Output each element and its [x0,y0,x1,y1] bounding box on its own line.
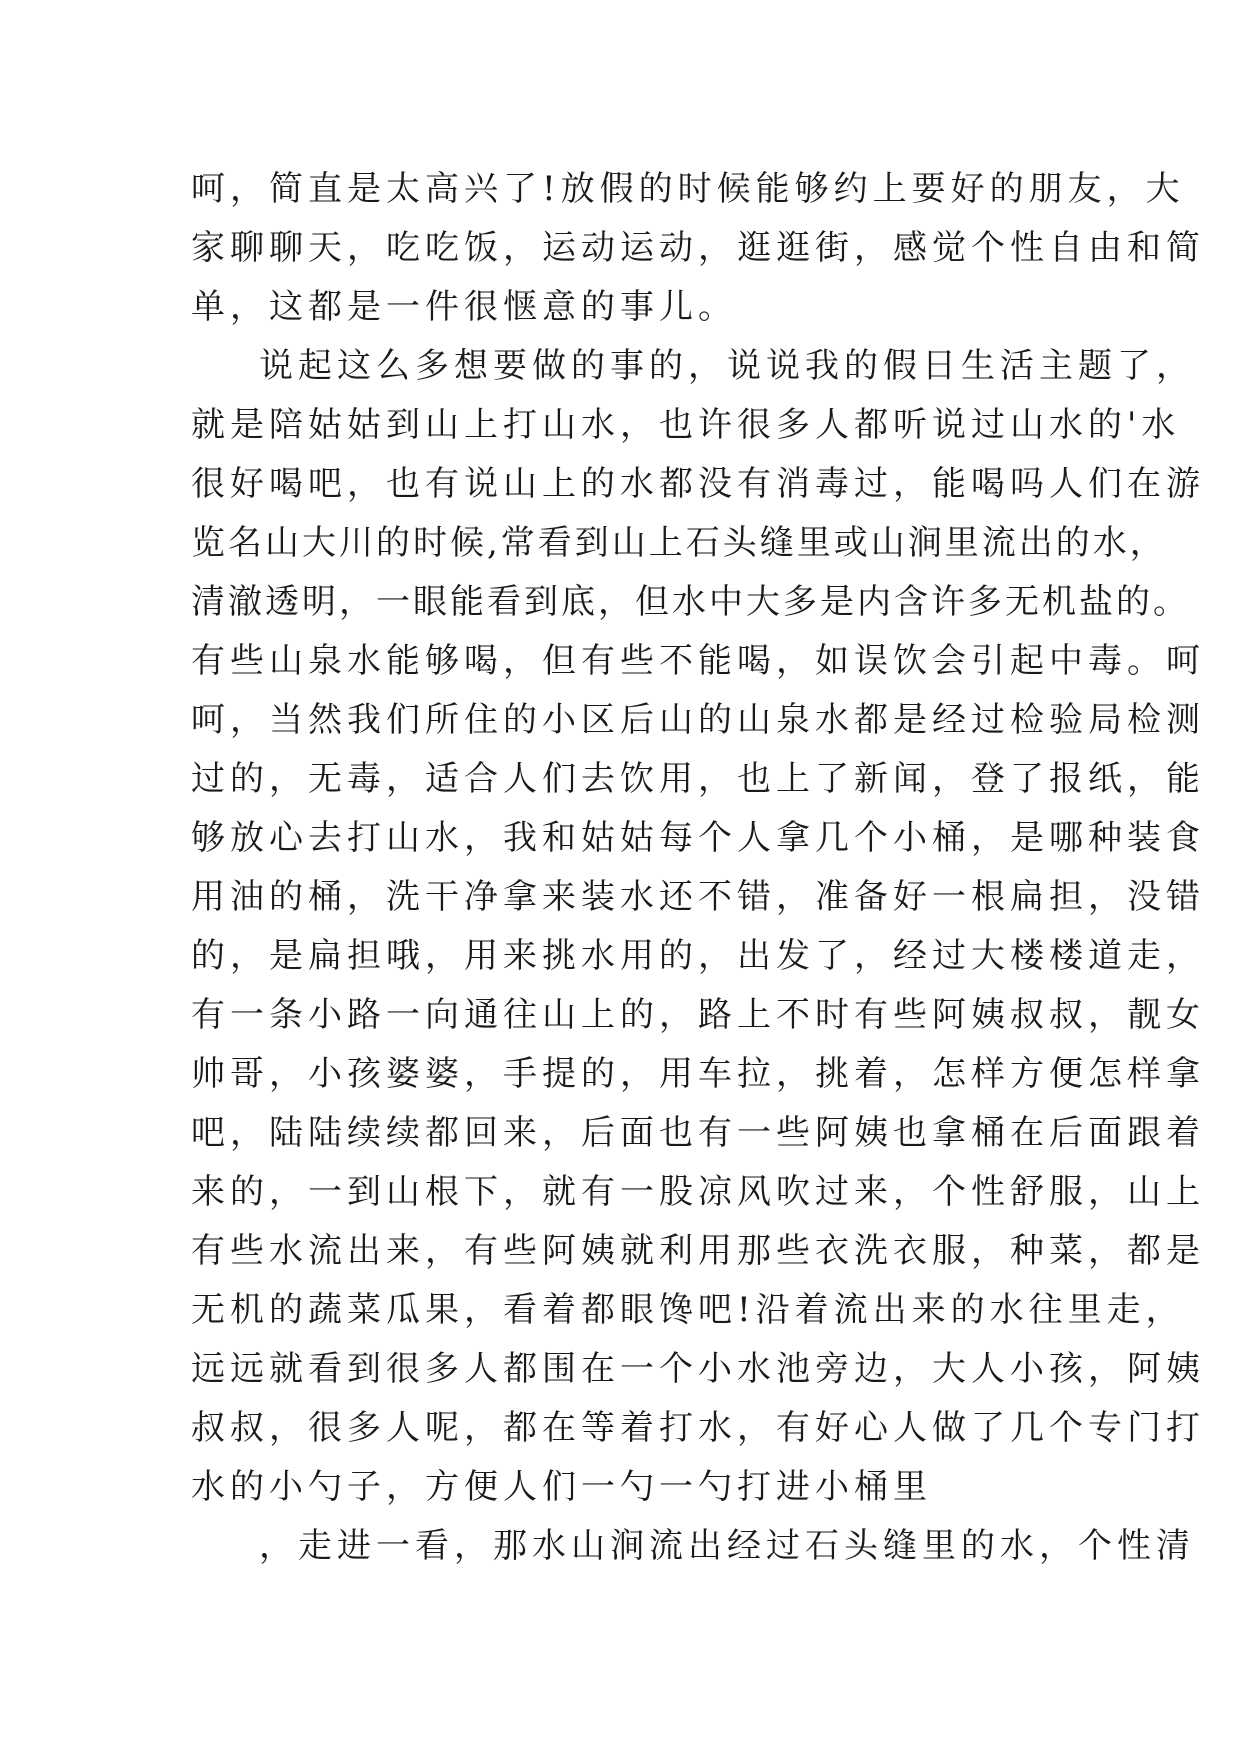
text-line: 家聊聊天，吃吃饭，运动运动，逛逛街，感觉个性自由和简 [191,228,1205,268]
text-line: 水的小勺子，方便人们一勺一勺打进小桶里 [191,1467,932,1507]
text-line: 就是陪姑姑到山上打山水，也许很多人都听说过山水的'水 [191,405,1181,445]
text-line: 叔叔，很多人呢，都在等着打水，有好心人做了几个专门打 [191,1408,1205,1448]
text-line: 呵，简直是太高兴了!放假的时候能够约上要好的朋友，大 [191,169,1185,209]
text-line: 远远就看到很多人都围在一个小水池旁边，大人小孩，阿姨 [191,1349,1205,1389]
text-line: 有些水流出来，有些阿姨就利用那些衣洗衣服，种菜，都是 [191,1231,1205,1271]
text-line: 吧，陆陆续续都回来，后面也有一些阿姨也拿桶在后面跟着 [191,1113,1205,1153]
text-line: 很好喝吧，也有说山上的水都没有消毒过，能喝吗人们在游 [191,464,1205,504]
text-line: 来的，一到山根下，就有一股凉风吹过来，个性舒服，山上 [191,1172,1205,1212]
text-line: ，走进一看，那水山涧流出经过石头缝里的水，个性清 [259,1526,1195,1566]
text-line: 单，这都是一件很惬意的事儿。 [191,287,737,327]
text-line: 的，是扁担哦，用来挑水用的，出发了，经过大楼楼道走， [191,936,1205,976]
text-line: 用油的桶，洗干净拿来装水还不错，准备好一根扁担，没错 [191,877,1205,917]
text-line: 有些山泉水能够喝，但有些不能喝，如误饮会引起中毒。呵 [191,641,1205,681]
text-line: 帅哥，小孩婆婆，手提的，用车拉，挑着，怎样方便怎样拿 [191,1054,1205,1094]
text-line: 呵，当然我们所住的小区后山的山泉水都是经过检验局检测 [191,700,1205,740]
text-line: 过的，无毒，适合人们去饮用，也上了新闻，登了报纸，能 [191,759,1205,799]
text-line: 无机的蔬菜瓜果，看着都眼馋吧!沿着流出来的水往里走， [191,1290,1185,1330]
text-line: 览名山大川的时候,常看到山上石头缝里或山涧里流出的水， [191,523,1167,563]
text-line: 够放心去打山水，我和姑姑每个人拿几个小桶，是哪种装食 [191,818,1205,858]
body-text [191,160,1205,1576]
text-line: 说起这么多想要做的事的，说说我的假日生活主题了， [259,346,1195,386]
text-line: 清澈透明，一眼能看到底，但水中大多是内含许多无机盐的。 [191,582,1190,622]
text-line: 有一条小路一向通往山上的，路上不时有些阿姨叔叔，靓女 [191,995,1205,1035]
